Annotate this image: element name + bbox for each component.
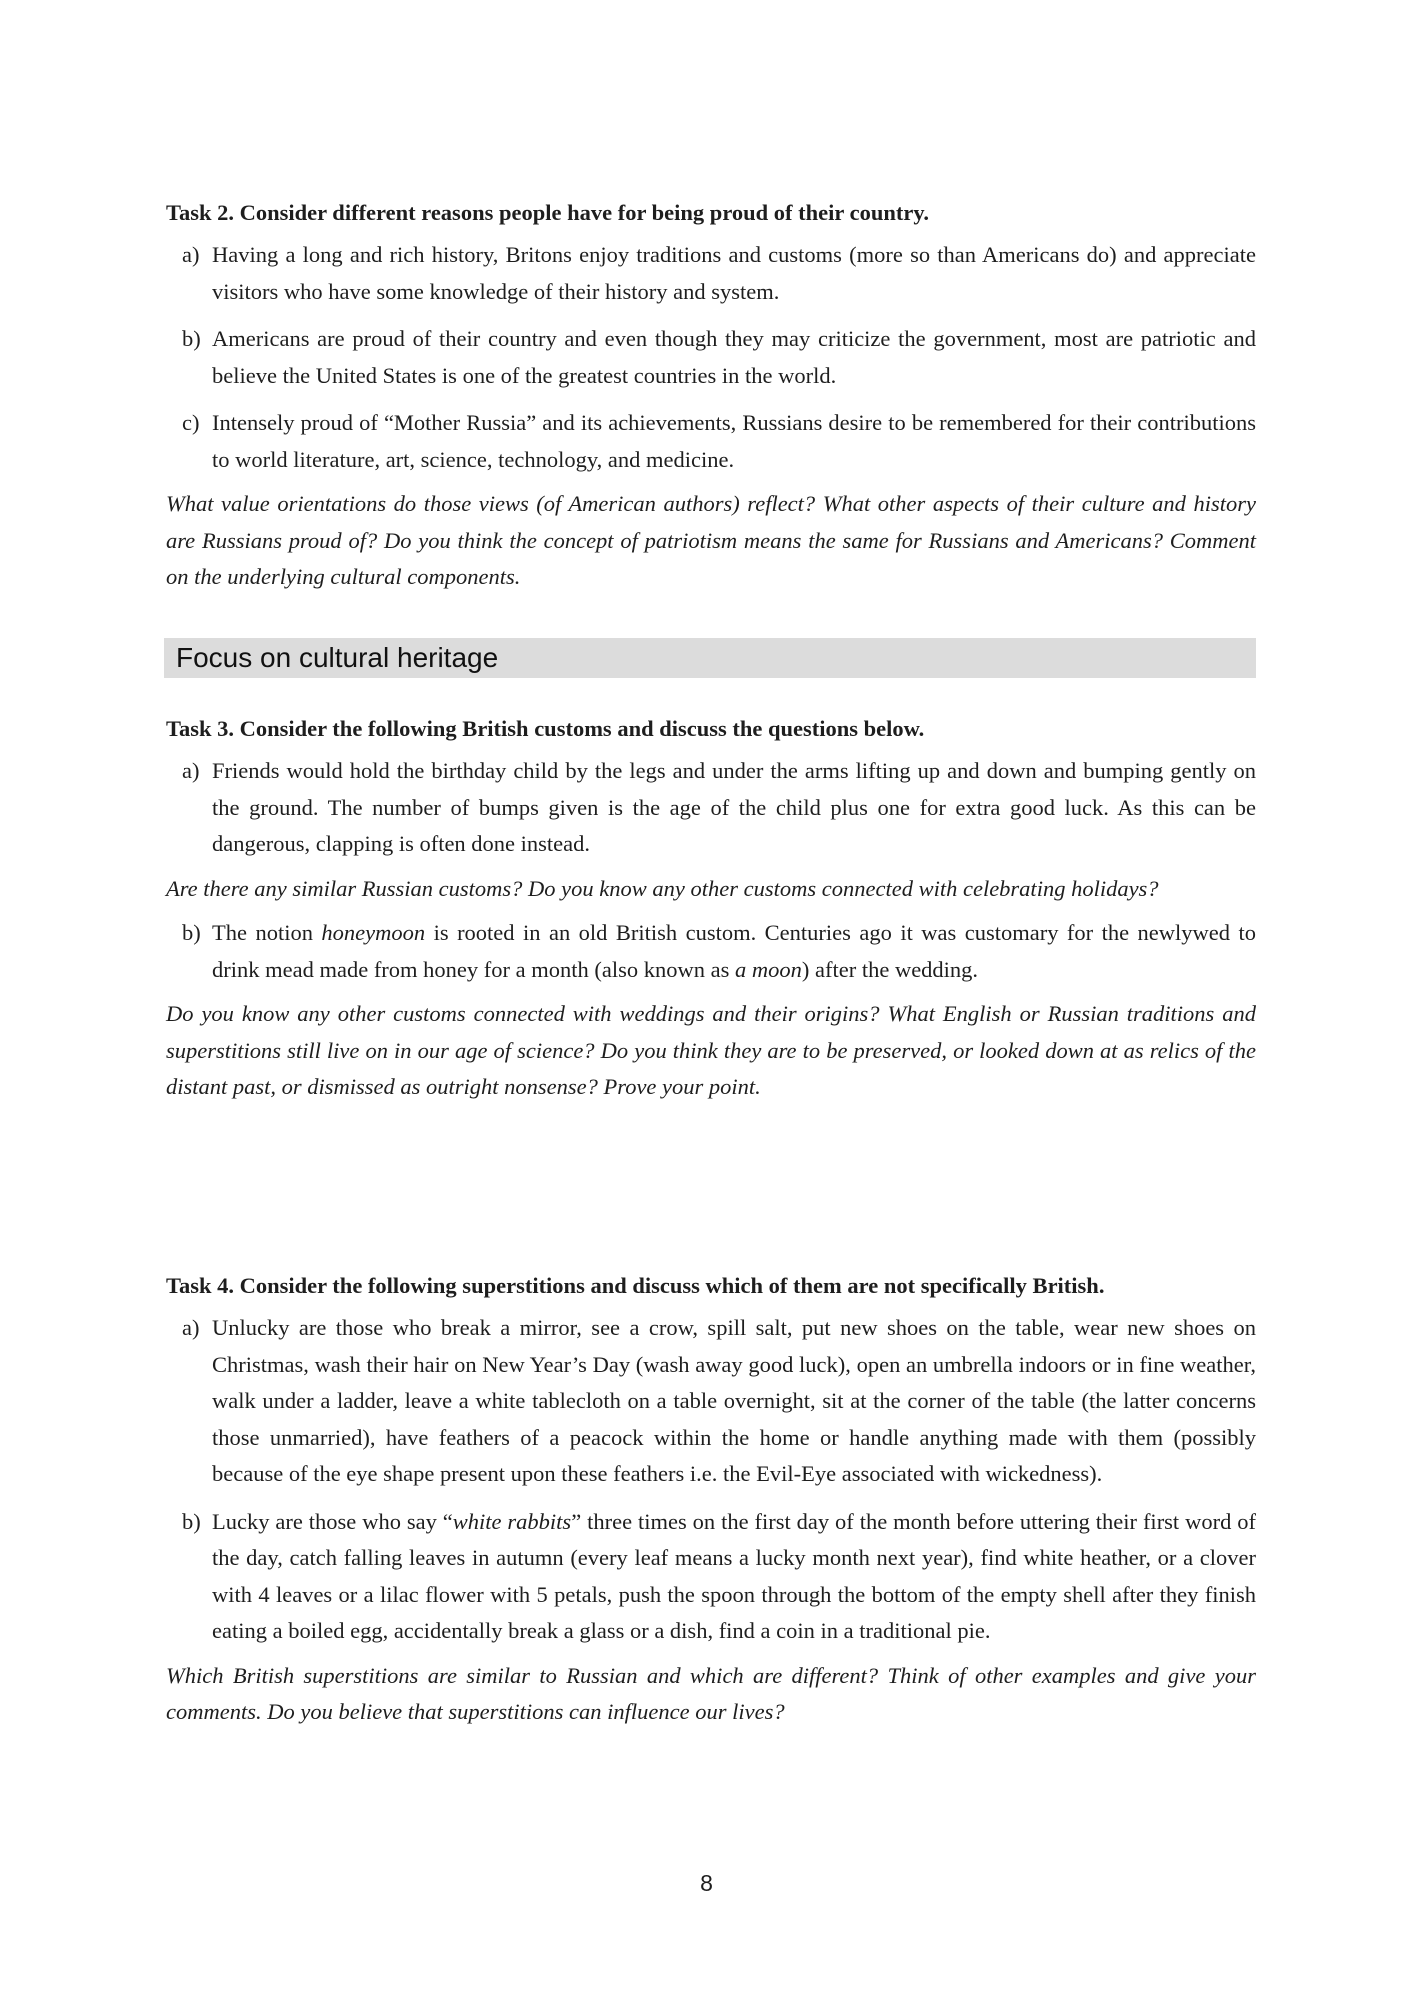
task4-title: Task 4. Consider the following superstitions and discuss which of them are not specifically British.	[166, 1273, 1105, 1298]
task2-item-c: c) Intensely proud of “Mother Russia” and its achievements, Russians desire to be remembered for their contributions to world literature, art, science, technology, and medicine.	[182, 410, 1256, 472]
task3-item-a: a) Friends would hold the birthday child by the legs and under the arms lifting up and down and bumping gently on the ground. The number of bumps given is the age of the child plus one for extra good luck. As this can be dangerous, clapping is often done instead.	[182, 758, 1256, 856]
task2-title: Task 2. Consider different reasons people have for being proud of their country.	[166, 200, 929, 225]
page-number: 8	[700, 1870, 713, 1896]
task4-item-a: a) Unlucky are those who break a mirror, see a crow, spill salt, put new shoes on the table, wear new shoes on Christmas, wash their hair on New Year’s Day (wash away good luck), open an umbrella indoors or in fine weather, walk under a ladder, leave a white tablecloth on a table overnight, sit at the corner of the table (the latter concerns those unmarried), have feathers of a peacock within the home or handle anything made with them (possibly because of the eye shape present upon these feathers i.e. the Evil-Eye associated with wickedness).	[182, 1315, 1256, 1486]
task4-question: Which British superstitions are similar to Russian and which are different? Think of other examples and give your comments. Do you believe that superstitions can influence our lives?	[166, 1662, 1256, 1724]
section-heading: Focus on cultural heritage	[164, 638, 1256, 678]
task3-section	[166, 711, 1256, 1106]
task2-item-b: b) Americans are proud of their country and even though they may criticize the government, most are patriotic and believe the United States is one of the greatest countries in the world.	[182, 326, 1256, 388]
task3-item-b: b) The notion honeymoon is rooted in an old British custom. Centuries ago it was customary for the newlywed to drink mead made from honey for a month (also known as a moon) after the wedding.	[182, 920, 1256, 982]
task4-section	[166, 1268, 1256, 1731]
task2-item-a: a) Having a long and rich history, Britons enjoy traditions and customs (more so than Americans do) and appreciate visitors who have some knowledge of their history and system.	[182, 242, 1256, 304]
task3-title: Task 3. Consider the following British customs and discuss the questions below.	[166, 716, 925, 741]
task2-section	[166, 195, 1256, 596]
task3-question-b: Do you know any other customs connected with weddings and their origins? What English or Russian traditions and superstitions still live on in our age of science? Do you think they are to be preserved, or looked down at as relics of the distant past, or dismissed as outright nonsense? Prove your point.	[166, 1001, 1256, 1099]
task3-question-a: Are there any similar Russian customs? Do you know any other customs connected with celebrating holidays?	[166, 875, 1159, 901]
task2-question: What value orientations do those views (of American authors) reflect? What other aspects of their culture and history are Russians proud of? Do you think the concept of patriotism means the same for Russians and Americans? Comment on the underlying cultural components.	[166, 491, 1256, 589]
task4-item-b: b) Lucky are those who say “white rabbits” three times on the first day of the month before uttering their first word of the day, catch falling leaves in autumn (every leaf means a lucky month next year), find white heather, or a clover with 4 leaves or a lilac flower with 5 petals, push the spoon through the bottom of the empty shell after they finish eating a boiled egg, accidentally break a glass or a dish, find a coin in a traditional pie.	[182, 1508, 1257, 1643]
